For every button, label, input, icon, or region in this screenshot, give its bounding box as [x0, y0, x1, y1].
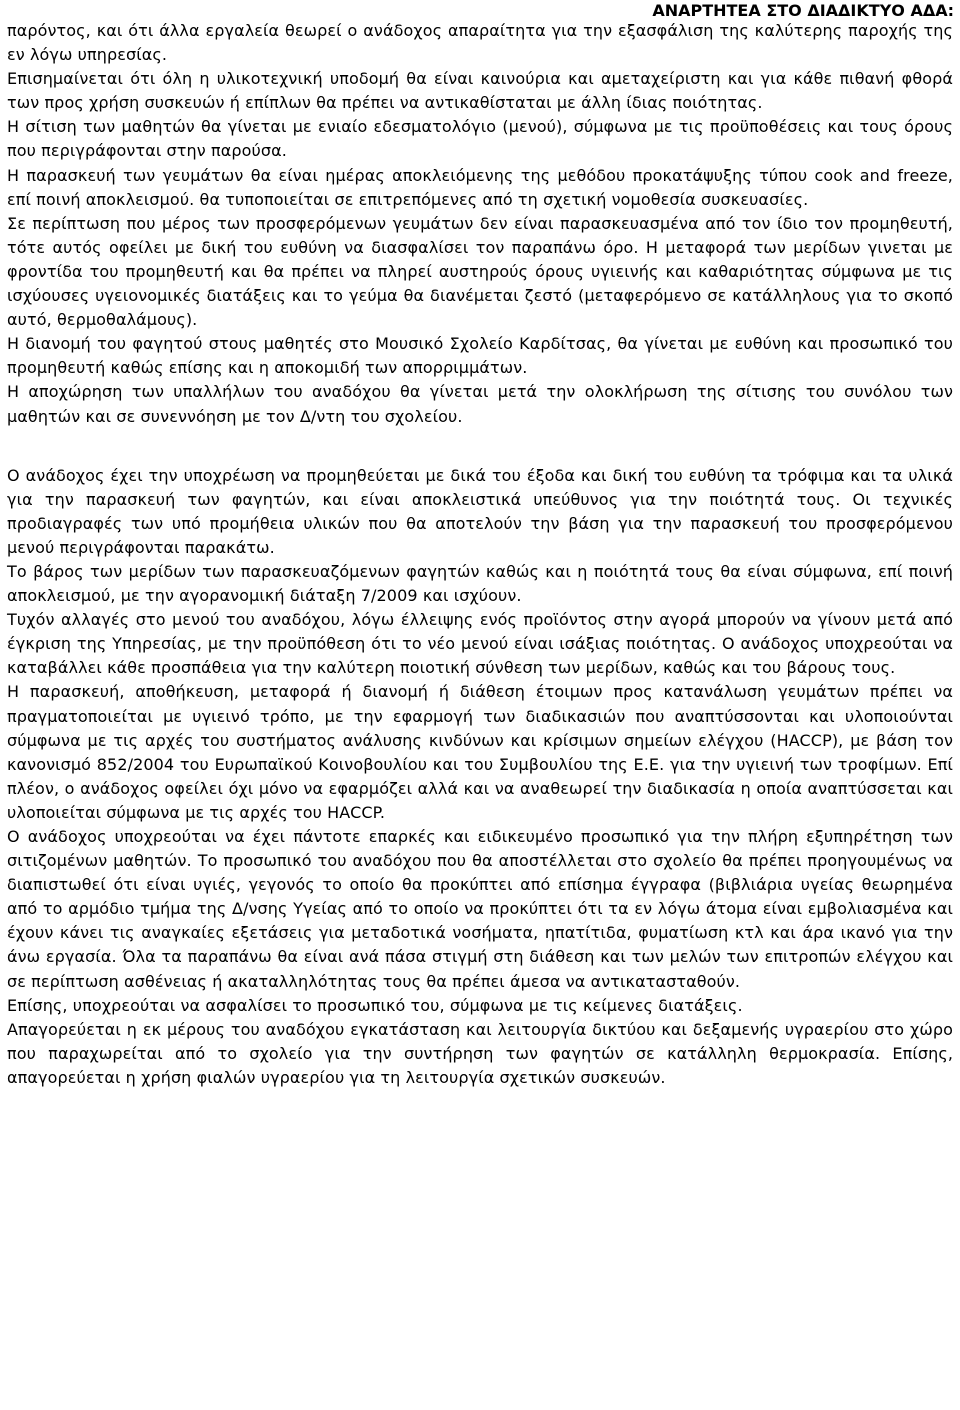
- paragraph: Απαγορεύεται η εκ μέρους του αναδόχου εγκατάσταση και λειτουργία δικτύου και δεξαμενής υγραερίου στο χώρο που παραχωρείται από το σχολείο για την συντήρηση των φαγητών σε κατάλληλη θερμοκρασία. Επίσης, απαγορεύεται η χρήση φιαλών υγραερίου για τη λειτουργία σχετικών συσκευών.: [7, 1019, 953, 1087]
- paragraph: Ο ανάδοχος υποχρεούται να έχει πάντοτε επαρκές και ειδικευμένο προσωπικό για την πλήρη εξυπηρέτηση των σιτιζομένων μαθητών. Το προσωπικό του αναδόχου που θα αποστέλλεται στο σχολείο θα πρέπει προηγουμένως να διαπιστωθεί ότι είναι υγιές, γεγονός το οποίο θα προκύπτει από επίσημα έγγραφα (βιβλιάρια υγείας θεωρημένα από το αρμόδιο τμήμα της Δ/νσης Υγείας από το οποίο να προκύπτει ότι τα εν λόγω άτομα είναι εμβολιασμένα και έχουν κάνει τις αναγκαίες εξετάσεις για μεταδοτικά νοσήματα, ηπατίτιδα, φυματίωση κτλ και άρα ικανό για την άνω εργασία. Όλα τα παραπάνω θα είναι ανά πάσα στιγμή στη διάθεση και των μελών των επιτροπών ελέγχου και σε περίπτωση ασθένειας ή ακαταλληλότητας τους θα πρέπει άμεσα να αντικατασταθούν.: [7, 827, 953, 991]
- paragraph: Ο ανάδοχος έχει την υποχρέωση να προμηθεύεται με δικά του έξοδα και δική του ευθύνη τα τρόφιμα και τα υλικά για την παρασκευή των φαγητών, και είναι αποκλειστικά υπεύθυνος για την ποιότητά τους. Οι τεχνικές προδιαγραφές των υπό προμήθεια υλικών που θα αποτελούν την βάση για την παρασκευή του προσφερόμενου μενού περιγράφονται παρακάτω.: [7, 465, 953, 557]
- paragraph: παρόντος, και ότι άλλα εργαλεία θεωρεί ο ανάδοχος απαραίτητα για την εξασφάλιση της καλύτερης παροχής της εν λόγω υπηρεσίας.: [7, 21, 953, 65]
- page-header: ΑΝΑΡΤΗΤΕΑ ΣΤΟ ΔΙΑΔΙΚΤΥΟ ΑΔΑ:: [652, 1, 954, 20]
- paragraph: Επίσης, υποχρεούται να ασφαλίσει το προσωπικό του, σύμφωνα με τις κείμενες διατάξεις.: [7, 995, 743, 1015]
- section-gap: [7, 429, 953, 464]
- section-2: [7, 464, 953, 1090]
- paragraph: Σε περίπτωση που μέρος των προσφερόμενων γευμάτων δεν είναι παρασκευασμένα από τον ίδιο τον προμηθευτή, τότε αυτός οφείλει με δική του ευθύνη να διασφαλίσει τον παραπάνω όρο. Η μεταφορά των μερίδων γινεται με φροντίδα του προμηθευτή και θα πρέπει να πληρεί αυστηρούς όρους υγιεινής και καθαριότητας σύμφωνα με τις ισχύουσες υγειονομικές διατάξεις και το γεύμα θα διανέμεται ζεστό (μεταφερόμενο σε κατάλληλους για το σκοπό αυτό, θερμοθαλάμους).: [7, 213, 953, 330]
- paragraph: Η παρασκευή, αποθήκευση, μεταφορά ή διανομή ή διάθεση έτοιμων προς κατανάλωση γευμάτων πρέπει να πραγματοποιείται με υγιεινό τρόπο, με την εφαρμογή των διαδικασιών που αναπτύσσονται και υλοποιούνται σύμφωνα με τις αρχές του συστήματος ανάλυσης κινδύνων και κρίσιμων σημείων ελέγχου (HACCP), με βάση τον κανονισμό 852/2004 του Ευρωπαϊκού Κοινοβουλίου και του Συμβουλίου της Ε.Ε. για την υγιεινή των τροφίμων. Επί πλέον, ο ανάδοχος οφείλει όχι μόνο να εφαρμόζει αλλά και να αναθεωρεί την διαδικασία η οποία αναπτύσσεται και υλοποιείται σύμφωνα με τις αρχές του HACCP.: [7, 682, 953, 822]
- paragraph: Τυχόν αλλαγές στο μενού του αναδόχου, λόγω έλλειψης ενός προϊόντος στην αγορά μπορούν να γίνουν μετά από έγκριση της Υπηρεσίας, με την προϋπόθεση ότι το νέο μενού είναι ισάξιας ποιότητας. Ο ανάδοχος υποχρεούται να καταβάλλει κάθε προσπάθεια για την καλύτερη ποιοτική σύνθεση των μερίδων, καθώς και του βάρους τους.: [7, 610, 953, 678]
- section-1: [7, 19, 953, 429]
- paragraph: Επισημαίνεται ότι όλη η υλικοτεχνική υποδομή θα είναι καινούρια και αμεταχείριστη και για κάθε πιθανή φθορά των προς χρήση συσκευών ή επίπλων θα πρέπει να αντικαθίσταται με άλλη ίδιας ποιότητας.: [7, 69, 953, 113]
- paragraph: Η παρασκευή των γευμάτων θα είναι ημέρας αποκλειόμενης της μεθόδου προκατάψυξης τύπου cook and freeze, επί ποινή αποκλεισμού. θα τυποποιείται σε επιτρεπόμενες από τη σχετική νομοθεσία συσκευασίες.: [7, 165, 953, 209]
- paragraph: Η διανομή του φαγητού στους μαθητές στο Μουσικό Σχολείο Καρδίτσας, θα γίνεται με ευθύνη και προσωπικό του προμηθευτή καθώς επίσης και η αποκομιδή των απορριμμάτων.: [7, 334, 953, 378]
- paragraph: Η αποχώρηση των υπαλλήλων του αναδόχου θα γίνεται μετά την ολοκλήρωση της σίτισης του συνόλου των μαθητών και σε συνεννόηση με τον Δ/ντη του σχολείου.: [7, 382, 953, 426]
- paragraph: Το βάρος των μερίδων των παρασκευαζόμενων φαγητών καθώς και η ποιότητά τους θα είναι σύμφωνα, επί ποινή αποκλεισμού, με την αγορανομική διάταξη 7/2009 και ισχύουν.: [7, 561, 953, 606]
- document-page: [7, 0, 953, 1090]
- paragraph: Η σίτιση των μαθητών θα γίνεται με ενιαίο εδεσματολόγιο (μενού), σύμφωνα με τις προϋποθέσεις και τους όρους που περιγράφονται στην παρούσα.: [7, 117, 953, 161]
